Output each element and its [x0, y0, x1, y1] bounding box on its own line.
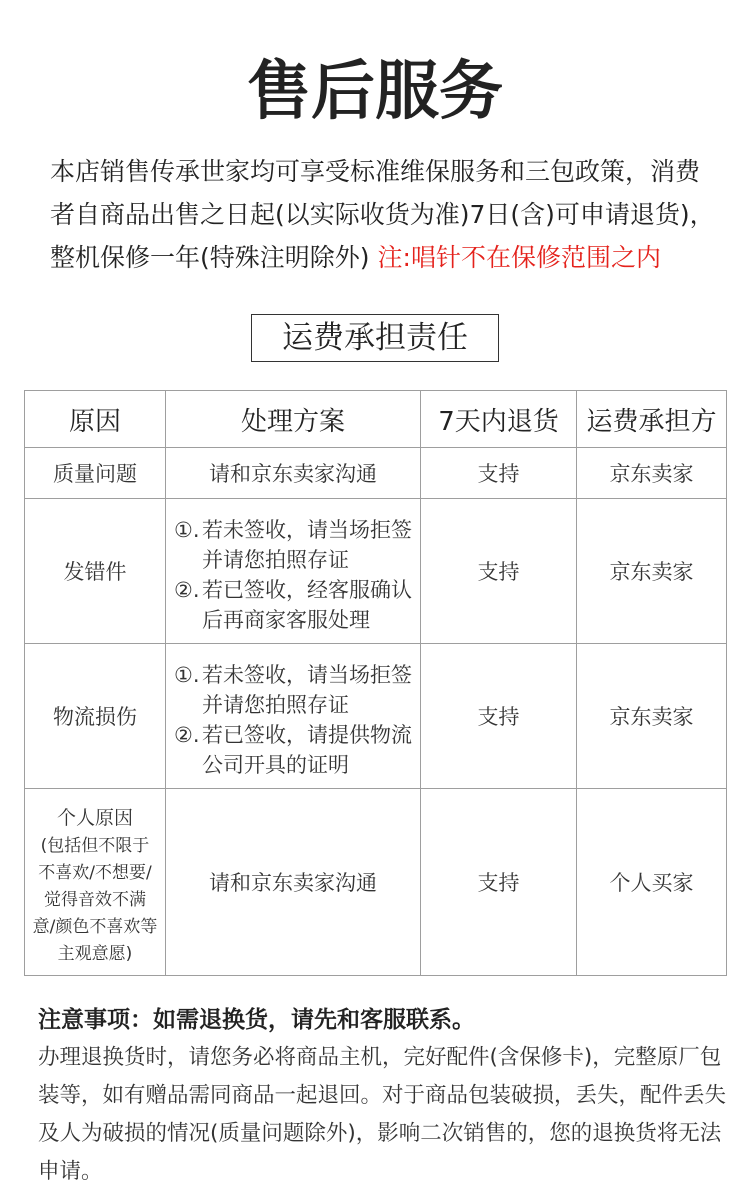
intro-line — [50, 236, 740, 279]
reason-cell: 质量问题 — [25, 448, 166, 499]
table-row — [25, 789, 727, 976]
solution-step — [174, 660, 412, 720]
reason-title: 个人原因 — [56, 806, 133, 829]
step-marker: ②. — [174, 723, 200, 747]
step-marker: ②. — [174, 578, 200, 602]
notice-line: 及人为破损的情况(质量问题除外)，影响二次销售的，您的退换货将无法 — [38, 1121, 722, 1146]
solution-cell: 请和京东卖家沟通 — [166, 448, 421, 499]
freight-bearer-cell: 京东卖家 — [577, 644, 727, 789]
step-line: 若未签收，请当场拒签 — [202, 518, 412, 542]
step-line: 若已签收，请提供物流 — [202, 723, 412, 747]
step-line: 若已签收，经客服确认 — [202, 578, 412, 602]
return-support-cell: 支持 — [421, 448, 577, 499]
table-row — [25, 448, 727, 499]
freight-responsibility-table — [24, 390, 727, 976]
solution-steps — [174, 515, 412, 635]
return-support-cell: 支持 — [421, 789, 577, 976]
column-header-freight-bearer: 运费承担方 — [577, 391, 727, 448]
intro-paragraph — [50, 150, 740, 279]
reason-cell — [25, 789, 166, 976]
reason-note-line: 觉得音效不满 — [44, 889, 146, 910]
freight-bearer-cell: 个人买家 — [577, 789, 727, 976]
notice-line: 办理退换货时，请您务必将商品主机，完好配件(含保修卡)，完整原厂包 — [38, 1045, 722, 1070]
return-support-cell: 支持 — [421, 499, 577, 644]
step-line: 公司开具的证明 — [202, 753, 349, 777]
solution-cell: 请和京东卖家沟通 — [166, 789, 421, 976]
reason-cell: 发错件 — [25, 499, 166, 644]
freight-bearer-cell: 京东卖家 — [577, 448, 727, 499]
section-heading: 运费承担责任 — [251, 314, 499, 362]
column-header-solution: 处理方案 — [166, 391, 421, 448]
step-marker: ①. — [174, 663, 200, 687]
solution-steps — [174, 660, 412, 780]
freight-bearer-cell: 京东卖家 — [577, 499, 727, 644]
reason-note-line: (包括但不限于 — [40, 835, 150, 856]
column-header-return-7-days: 7天内退货 — [421, 391, 577, 448]
notice-line: 申请。 — [38, 1159, 103, 1184]
table-header-row — [25, 391, 727, 448]
solution-step — [174, 515, 412, 575]
step-marker: ①. — [174, 518, 200, 542]
table-row — [25, 644, 727, 789]
table-row — [25, 499, 727, 644]
column-header-reason: 原因 — [25, 391, 166, 448]
notice-title: 注意事项：如需退换货，请先和客服联系。 — [38, 1007, 475, 1033]
intro-line: 者自商品出售之日起(以实际收货为准)7日(含)可申请退货)， — [50, 200, 715, 229]
step-line: 并请您拍照存证 — [202, 693, 349, 717]
return-support-cell: 支持 — [421, 644, 577, 789]
step-text — [202, 720, 412, 780]
solution-cell — [166, 644, 421, 789]
reason-note-line: 不喜欢/不想要/ — [38, 862, 152, 883]
step-text — [202, 575, 412, 635]
step-line: 并请您拍照存证 — [202, 548, 349, 572]
solution-step — [174, 575, 412, 635]
solution-cell — [166, 499, 421, 644]
stylus-warranty-note: 注:唱针不在保修范围之内 — [377, 243, 661, 272]
reason-note-line: 主观意愿) — [57, 943, 133, 964]
step-line: 后再商家客服处理 — [202, 608, 370, 632]
intro-line: 本店销售传承世家均可享受标准维保服务和三包政策，消费 — [50, 157, 701, 186]
step-text — [202, 515, 412, 575]
step-line: 若未签收，请当场拒签 — [202, 663, 412, 687]
step-text — [202, 660, 412, 720]
notice-line: 装等，如有赠品需同商品一起退回。对于商品包装破损，丢失，配件丢失 — [38, 1083, 727, 1108]
intro-line-text: 整机保修一年(特殊注明除外) — [50, 243, 370, 272]
solution-step — [174, 720, 412, 780]
reason-cell: 物流损伤 — [25, 644, 166, 789]
notice-body — [38, 1039, 738, 1191]
reason-note-line: 意/颜色不喜欢等 — [32, 916, 158, 937]
page-title: 售后服务 — [247, 55, 503, 129]
